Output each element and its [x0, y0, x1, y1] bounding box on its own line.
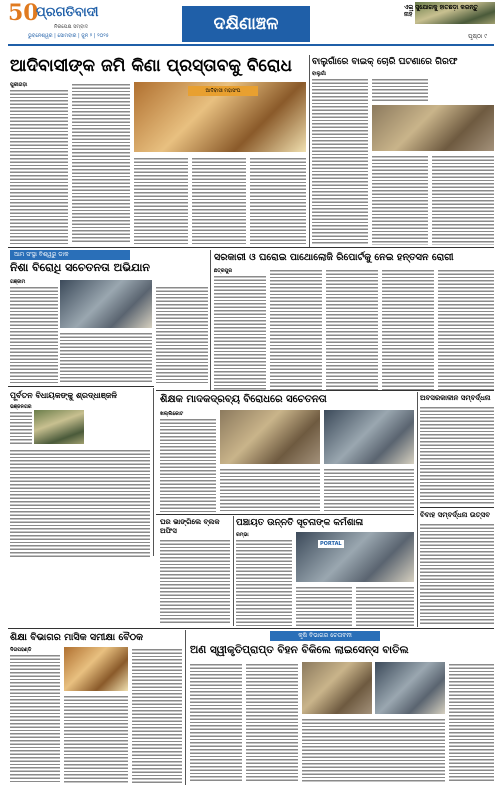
license-body-col4: [449, 662, 494, 783]
license-photo-2: [375, 662, 445, 714]
bike-body-col2: [372, 77, 428, 103]
shikshak-photo: [220, 410, 320, 464]
panchayat-photo: [296, 532, 414, 582]
section-rule-4: [156, 514, 414, 515]
dateline-1: ପୁରୀଗଡ଼ା: [10, 82, 28, 88]
krushi-kicker: କୃଷି ବିଭାଗର ଚେତାବନୀ: [270, 631, 380, 641]
lead-body-col1: [10, 88, 68, 244]
col-rule-1: [309, 55, 310, 247]
panchayat-body-col2: [296, 585, 352, 626]
logo-fifty-emblem: [8, 0, 39, 28]
col-rule-4: [153, 388, 154, 556]
dateline-6: ଭଞ୍ଜନଗର: [10, 404, 32, 410]
bibhaga-headline: ପୂର୍ବତନ ବିଧାୟକଙ୍କୁ ଶ୍ରଦ୍ଧାଞ୍ଜଳି: [10, 391, 118, 400]
lead-body-col3: [134, 156, 188, 244]
license-headline: ଅଣ ସ୍ୱୀକୃତିପ୍ରାପ୍ତ ବିହନ ବିକିଲେ ଲାଇସେନ୍ସ ବାତିଲ: [190, 644, 409, 656]
section-rule-2: [156, 390, 494, 391]
logo-subtitle: ନିରପେକ୍ଷ ସମ୍ବାଦ: [54, 24, 89, 30]
col-rule-6: [185, 630, 186, 785]
shikshak-body-col3: [324, 467, 414, 512]
section-rule-3: [8, 386, 154, 387]
sammana-headline: ଅବସରକାଳୀନ ସମ୍ବର୍ଦ୍ଧନା: [420, 394, 491, 402]
dateline-5: ଖଲ୍ଲିକୋଟ: [160, 411, 184, 417]
section-title: ଦକ୍ଷିଣାଞ୍ଚଳ: [182, 6, 310, 42]
dateline-3: ଗଞ୍ଜାମ: [10, 279, 26, 285]
date-line: ଭୁବନେଶ୍ୱର | ସୋମବାର | ଜୁନ ୨ | ୨୦୨୫: [28, 33, 109, 39]
panchayat-headline: ପଞ୍ଚାୟତ ଉନ୍ନତି ସୂଚନାଙ୍କ କର୍ମଶାଳା: [236, 518, 364, 528]
sarkari-body-col4: [382, 268, 434, 390]
meeting-photo: [64, 647, 128, 691]
drug-headline: ନିଶା ବିରୋଧି ସଚେତନତା ଅଭିଯାନ: [10, 261, 150, 274]
col-rule-3: [417, 392, 418, 627]
bike-headline: ବାଲୁଗାଁରେ ବାଇକ୍ ଚୋରି ଘଟଣାରେ ଗିରଫ: [312, 57, 458, 67]
bibhaga-photo: [34, 410, 84, 444]
panchayat-body-col3: [356, 585, 414, 626]
drug-body-col1: [10, 285, 58, 383]
logo-number: 50: [8, 0, 39, 26]
lead-photo-banner: ଆଦିବାସୀ ମହାସଂଘ: [188, 86, 258, 96]
section-rule-1: [8, 247, 494, 248]
lead-body-col2: [72, 82, 130, 244]
sarkari-headline: ସରକାରୀ ଓ ଘରୋଇ ପାଥୋଲୋଜି ରିପୋର୍ଟକୁ ନେଇ ହନ୍ତସନ ରୋଗୀ: [214, 252, 454, 263]
drug-photo: [60, 280, 152, 328]
sammana-body: [420, 405, 494, 505]
ghara-headline: ଘର ଭାଙ୍ଗିଲେ ବ୍ଲକ ଅଫିସ: [160, 518, 220, 535]
panchayat-body-col1: [236, 538, 292, 626]
page-label: ପୃଷ୍ଠା ୯: [468, 33, 488, 40]
lead-body-col4: [192, 156, 246, 244]
portal-sign: PORTAL: [320, 541, 342, 547]
bibhaga-body-col2: [10, 448, 150, 558]
bike-body-col3: [372, 154, 428, 245]
lead-body-col5: [250, 156, 306, 244]
sarkari-body-col3: [326, 268, 378, 390]
license-photo-1: [302, 662, 372, 714]
sarkari-body-col5: [438, 268, 494, 390]
ghara-body: [160, 538, 230, 624]
masthead-rule: [8, 44, 494, 46]
dateline-8: ଦିଗପହଣ୍ଡି: [10, 647, 32, 653]
dateline-7: ରମ୍ଭା: [236, 532, 249, 538]
drug-kicker: ଆମ ସଂସ୍ଥା ବିଶ୍ୱରୁ ଡାକ: [10, 250, 130, 260]
section-rule-right-1: [420, 507, 494, 508]
bike-photo: [372, 105, 494, 151]
license-body-col1: [190, 662, 242, 783]
shikshak-body-col1: [160, 417, 216, 512]
meeting-body-col1: [10, 653, 60, 783]
dateline-4: ଛତ୍ରପୁର: [214, 268, 233, 274]
sarkari-body-col1: [214, 274, 266, 390]
bike-body-col1: [312, 77, 368, 245]
section-rule-5: [8, 628, 494, 629]
shikshak-body-col2: [220, 467, 320, 512]
meeting-body-col3: [132, 647, 182, 783]
masthead: [0, 0, 500, 54]
drug-body-col2: [60, 331, 152, 383]
promo-text: ଏଇ ସୁଯୋଗକୁ ହାତଛଡ଼ା କରନ୍ତୁ ନାହିଁ: [404, 4, 478, 18]
drug-body-col3: [156, 285, 208, 383]
lead-headline: ଆଦିବାସୀଙ୍କ ଜମି କିଣା ପ୍ରସ୍ତାବକୁ ବିରୋଧ: [10, 56, 292, 76]
biwaha-headline: ବିବାହ ସମ୍ବର୍ଦ୍ଧନା ଉତ୍ସବ: [420, 511, 491, 519]
sarkari-body-col2: [270, 268, 322, 390]
license-body-col3: [302, 717, 445, 783]
license-body-col2: [246, 662, 298, 783]
shikshak-headline: ଶିକ୍ଷକ ମାଦକଦ୍ରବ୍ୟ ବିରୋଧରେ ସଚେତନତା: [160, 394, 327, 405]
biwaha-body: [420, 522, 494, 626]
bibhaga-body-col1: [10, 410, 32, 444]
col-rule-2: [210, 250, 211, 390]
paper-name: ପ୍ରଗତିବାଦୀ: [36, 5, 99, 20]
dateline-2: ବାଲୁଗାଁ: [312, 71, 326, 77]
col-rule-5: [233, 516, 234, 626]
bike-body-col4: [432, 154, 494, 245]
shikshak-photo-2: [324, 410, 414, 464]
meeting-body-col2: [64, 694, 128, 783]
meeting-headline: ଶିକ୍ଷା ବିଭାଗର ମାସିକ ସମୀକ୍ଷା ବୈଠକ: [10, 632, 144, 643]
